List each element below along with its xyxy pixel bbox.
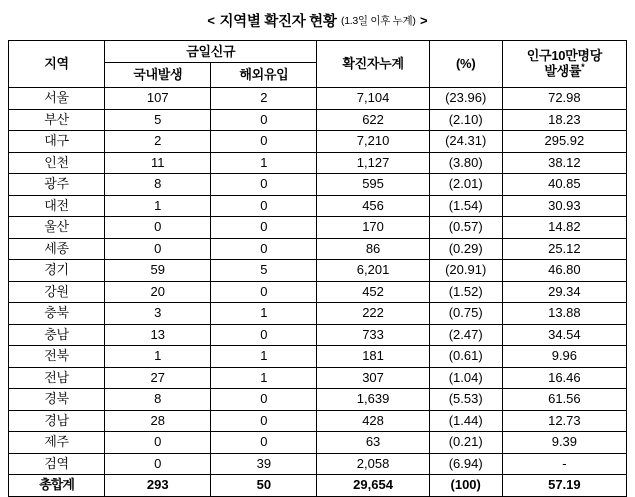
table-row bbox=[9, 281, 627, 303]
cell-percent: (0.29) bbox=[429, 238, 502, 260]
title-left-bracket: < bbox=[207, 13, 215, 28]
cell-rate: 13.88 bbox=[502, 303, 626, 325]
table-row bbox=[9, 238, 627, 260]
cell-rate: 46.80 bbox=[502, 260, 626, 282]
cell-imported: 0 bbox=[211, 281, 317, 303]
cell-imported: 39 bbox=[211, 453, 317, 475]
col-header-rate-line1: 인구10만명당 bbox=[526, 48, 602, 64]
cell-imported: 0 bbox=[211, 217, 317, 239]
cell-rate: 40.85 bbox=[502, 174, 626, 196]
table-header bbox=[9, 41, 627, 88]
cell-domestic: 0 bbox=[105, 453, 211, 475]
cell-imported: 5 bbox=[211, 260, 317, 282]
cell-rate: 9.39 bbox=[502, 432, 626, 454]
cell-region: 부산 bbox=[9, 109, 105, 131]
col-header-rate-mark: * bbox=[581, 62, 585, 73]
cell-percent: (1.52) bbox=[429, 281, 502, 303]
cell-domestic: 28 bbox=[105, 410, 211, 432]
cell-percent: (0.61) bbox=[429, 346, 502, 368]
col-header-imported: 해외유입 bbox=[211, 63, 317, 88]
cell-imported-total: 50 bbox=[211, 475, 317, 497]
cell-percent: (0.21) bbox=[429, 432, 502, 454]
cell-domestic: 1 bbox=[105, 195, 211, 217]
cell-imported: 0 bbox=[211, 389, 317, 411]
table-row bbox=[9, 453, 627, 475]
cell-cumulative: 86 bbox=[317, 238, 429, 260]
table-row bbox=[9, 432, 627, 454]
table-row bbox=[9, 217, 627, 239]
cell-percent: (1.44) bbox=[429, 410, 502, 432]
cell-cumulative: 307 bbox=[317, 367, 429, 389]
cell-percent: (2.01) bbox=[429, 174, 502, 196]
cell-imported: 0 bbox=[211, 174, 317, 196]
cell-domestic: 8 bbox=[105, 174, 211, 196]
cell-cumulative: 7,210 bbox=[317, 131, 429, 153]
cell-region: 울산 bbox=[9, 217, 105, 239]
cell-rate: 29.34 bbox=[502, 281, 626, 303]
cell-domestic: 59 bbox=[105, 260, 211, 282]
cell-region: 충북 bbox=[9, 303, 105, 325]
cell-region: 경남 bbox=[9, 410, 105, 432]
cell-cumulative: 63 bbox=[317, 432, 429, 454]
cell-rate: 18.23 bbox=[502, 109, 626, 131]
cell-rate: 34.54 bbox=[502, 324, 626, 346]
table-row bbox=[9, 88, 627, 110]
cell-cumulative: 733 bbox=[317, 324, 429, 346]
cell-region: 세종 bbox=[9, 238, 105, 260]
table-row bbox=[9, 410, 627, 432]
table-row bbox=[9, 152, 627, 174]
cell-percent: (0.57) bbox=[429, 217, 502, 239]
table-row bbox=[9, 195, 627, 217]
cell-rate: 295.92 bbox=[502, 131, 626, 153]
cell-cumulative: 595 bbox=[317, 174, 429, 196]
cell-imported: 0 bbox=[211, 109, 317, 131]
cell-domestic: 0 bbox=[105, 238, 211, 260]
cell-region: 대구 bbox=[9, 131, 105, 153]
cell-region: 제주 bbox=[9, 432, 105, 454]
table-row bbox=[9, 174, 627, 196]
cell-percent: (1.54) bbox=[429, 195, 502, 217]
cell-region: 경북 bbox=[9, 389, 105, 411]
cell-imported: 0 bbox=[211, 238, 317, 260]
col-header-rate-line2: 발생률 bbox=[544, 63, 582, 79]
table-row bbox=[9, 131, 627, 153]
cell-imported: 0 bbox=[211, 324, 317, 346]
cell-percent-total: (100) bbox=[429, 475, 502, 497]
cell-region: 서울 bbox=[9, 88, 105, 110]
table-row bbox=[9, 109, 627, 131]
cell-rate: 25.12 bbox=[502, 238, 626, 260]
cell-domestic: 2 bbox=[105, 131, 211, 153]
cell-percent: (2.47) bbox=[429, 324, 502, 346]
cell-domestic-total: 293 bbox=[105, 475, 211, 497]
cell-rate: 38.12 bbox=[502, 152, 626, 174]
cell-percent: (3.80) bbox=[429, 152, 502, 174]
cell-percent: (20.91) bbox=[429, 260, 502, 282]
cell-domestic: 13 bbox=[105, 324, 211, 346]
cell-domestic: 3 bbox=[105, 303, 211, 325]
col-header-new-group: 금일신규 bbox=[105, 41, 317, 63]
title-right-bracket: > bbox=[420, 13, 428, 28]
cell-domestic: 1 bbox=[105, 346, 211, 368]
cell-cumulative: 181 bbox=[317, 346, 429, 368]
table-row bbox=[9, 303, 627, 325]
cell-cumulative-total: 29,654 bbox=[317, 475, 429, 497]
table-body bbox=[9, 88, 627, 497]
cell-percent: (2.10) bbox=[429, 109, 502, 131]
col-header-domestic: 국내발생 bbox=[105, 63, 211, 88]
title-sub-text: (1.3일 이후 누계) bbox=[341, 15, 416, 27]
cell-rate: 61.56 bbox=[502, 389, 626, 411]
table-row-total bbox=[9, 475, 627, 497]
cell-region: 충남 bbox=[9, 324, 105, 346]
cell-imported: 0 bbox=[211, 410, 317, 432]
cell-percent: (0.75) bbox=[429, 303, 502, 325]
table-row bbox=[9, 389, 627, 411]
page-title bbox=[8, 0, 627, 40]
cell-rate: 12.73 bbox=[502, 410, 626, 432]
cell-imported: 1 bbox=[211, 346, 317, 368]
cell-domestic: 107 bbox=[105, 88, 211, 110]
cell-imported: 1 bbox=[211, 367, 317, 389]
cell-imported: 1 bbox=[211, 152, 317, 174]
cell-domestic: 5 bbox=[105, 109, 211, 131]
cell-rate: 30.93 bbox=[502, 195, 626, 217]
cell-cumulative: 1,639 bbox=[317, 389, 429, 411]
cell-cumulative: 452 bbox=[317, 281, 429, 303]
cell-percent: (24.31) bbox=[429, 131, 502, 153]
cell-rate-total: 57.19 bbox=[502, 475, 626, 497]
cell-cumulative: 622 bbox=[317, 109, 429, 131]
cell-cumulative: 170 bbox=[317, 217, 429, 239]
cell-imported: 0 bbox=[211, 195, 317, 217]
cell-cumulative: 2,058 bbox=[317, 453, 429, 475]
case-status-table bbox=[8, 40, 627, 497]
cell-cumulative: 222 bbox=[317, 303, 429, 325]
cell-rate: 14.82 bbox=[502, 217, 626, 239]
cell-region: 전북 bbox=[9, 346, 105, 368]
cell-imported: 2 bbox=[211, 88, 317, 110]
cell-region: 광주 bbox=[9, 174, 105, 196]
cell-domestic: 20 bbox=[105, 281, 211, 303]
cell-percent: (6.94) bbox=[429, 453, 502, 475]
cell-cumulative: 6,201 bbox=[317, 260, 429, 282]
cell-rate: 72.98 bbox=[502, 88, 626, 110]
table-row bbox=[9, 367, 627, 389]
cell-cumulative: 456 bbox=[317, 195, 429, 217]
cell-region: 인천 bbox=[9, 152, 105, 174]
table-row bbox=[9, 346, 627, 368]
cell-cumulative: 7,104 bbox=[317, 88, 429, 110]
title-main-text: 지역별 확진자 현황 bbox=[219, 14, 337, 30]
cell-imported: 0 bbox=[211, 131, 317, 153]
col-header-cumulative: 확진자누계 bbox=[317, 41, 429, 88]
cell-region: 전남 bbox=[9, 367, 105, 389]
cell-cumulative: 1,127 bbox=[317, 152, 429, 174]
cell-rate: 9.96 bbox=[502, 346, 626, 368]
col-header-percent: (%) bbox=[429, 41, 502, 88]
cell-domestic: 11 bbox=[105, 152, 211, 174]
cell-domestic: 0 bbox=[105, 217, 211, 239]
cell-rate: 16.46 bbox=[502, 367, 626, 389]
cell-domestic: 27 bbox=[105, 367, 211, 389]
col-header-rate bbox=[502, 41, 626, 88]
cell-percent: (23.96) bbox=[429, 88, 502, 110]
table-row bbox=[9, 260, 627, 282]
cell-imported: 0 bbox=[211, 432, 317, 454]
cell-region-total: 총합계 bbox=[9, 475, 105, 497]
cell-region: 경기 bbox=[9, 260, 105, 282]
cell-imported: 1 bbox=[211, 303, 317, 325]
cell-region: 대전 bbox=[9, 195, 105, 217]
cell-region: 강원 bbox=[9, 281, 105, 303]
cell-cumulative: 428 bbox=[317, 410, 429, 432]
table-row bbox=[9, 324, 627, 346]
col-header-region: 지역 bbox=[9, 41, 105, 88]
header-row-1 bbox=[9, 41, 627, 63]
cell-region: 검역 bbox=[9, 453, 105, 475]
cell-percent: (1.04) bbox=[429, 367, 502, 389]
cell-domestic: 0 bbox=[105, 432, 211, 454]
cell-domestic: 8 bbox=[105, 389, 211, 411]
cell-percent: (5.53) bbox=[429, 389, 502, 411]
cell-rate: - bbox=[502, 453, 626, 475]
